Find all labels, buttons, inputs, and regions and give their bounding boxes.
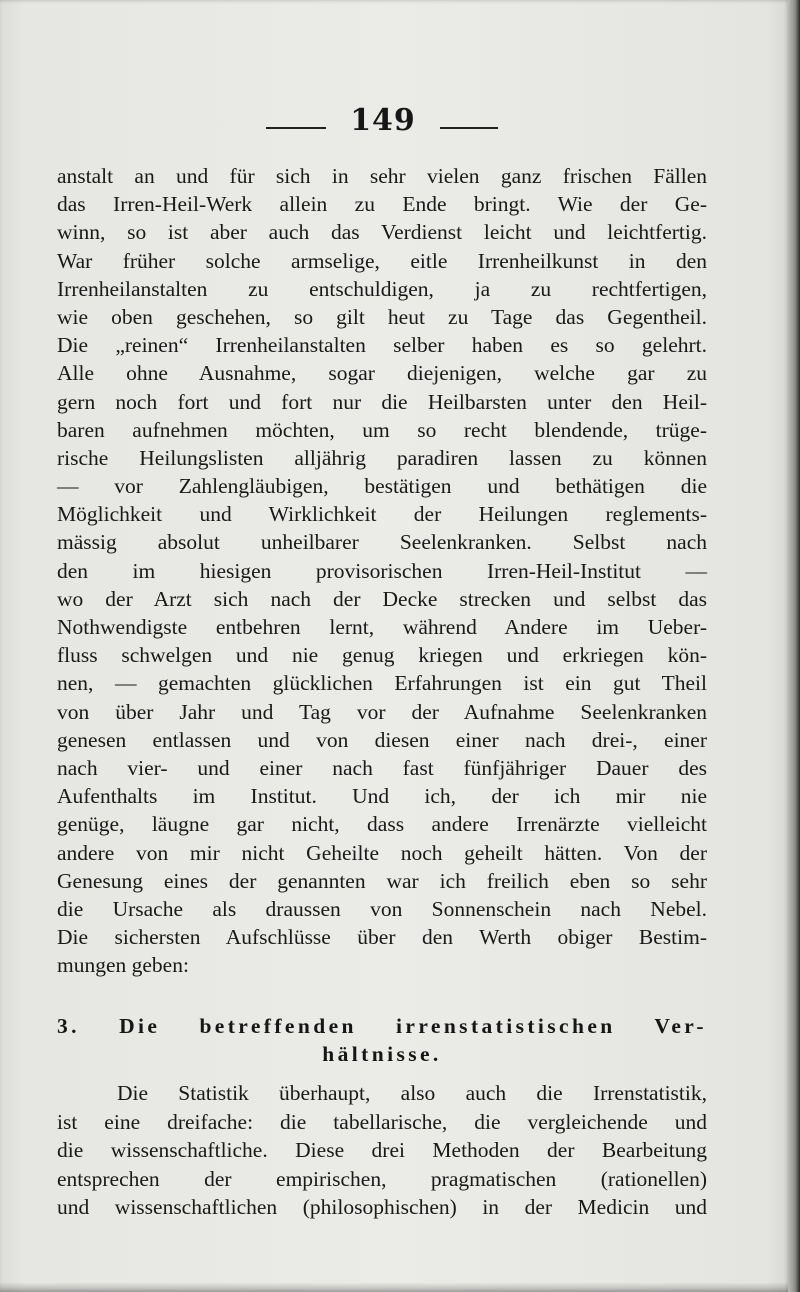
text-line: Die „reinen“ Irrenheilanstalten selber haben es so gelehrt. [57,333,707,358]
text-line: Die Statistik überhaupt, also auch die Irrenstatistik, [117,1081,707,1105]
page-gutter-edge [788,0,800,1292]
section-heading-line-2: hältnisse. [322,1042,442,1066]
text-line: wie oben geschehen, so gilt heut zu Tage das Gegentheil. [57,304,707,329]
text-line: winn, so ist aber auch das Verdienst leicht und leichtfertig. [57,220,707,245]
text-line: Möglichkeit und Wirklichkeit der Heilungen reglements- [57,502,707,527]
text-line: rische Heilungslisten alljährig paradiren lassen zu können [57,445,707,470]
text-line: mässig absolut unheilbarer Seelenkranken. Selbst nach [57,530,707,555]
section-heading [57,1012,707,1068]
text-line: die Ursache als draussen von Sonnenschein nach Nebel. [57,896,707,921]
text-line: das Irren-Heil-Werk allein zu Ende bringt. Wie der Ge- [57,192,707,217]
section-heading-line-1 [57,1012,707,1040]
text-line: Genesung eines der genannten war ich freilich eben so sehr [57,868,707,893]
header-rule-right [440,127,498,129]
text-line: nach vier- und einer nach fast fünfjähriger Dauer des [57,755,707,780]
text-line: gern noch fort und fort nur die Heilbarsten unter den Heil- [57,389,707,414]
text-line: Die sichersten Aufschlüsse über den Werth obiger Bestim- [57,925,707,950]
text-line: Aufenthalts im Institut. Und ich, der ich mir nie [57,784,707,809]
text-line: War früher solche armselige, eitle Irrenheilkunst in den [57,248,707,273]
text-line: Nothwendigste entbehren lernt, während Andere im Ueber- [57,615,707,639]
text-line: nen, — gemachten glücklichen Erfahrungen ist ein gut Theil [57,671,707,696]
text-line: Alle ohne Ausnahme, sogar diejenigen, welche gar zu [57,361,707,386]
text-line: genüge, läugne gar nicht, dass andere Irrenärzte vielleicht [57,812,707,837]
header-rule-left [266,127,326,129]
text-line: anstalt an und für sich in sehr vielen ganz frischen Fällen [57,164,707,188]
text-line: den im hiesigen provisorischen Irren-Heil-Institut — [57,558,707,583]
page-header [0,103,790,143]
text-line: mungen geben: [57,953,189,978]
text-line: wo der Arzt sich nach der Decke strecken und selbst das [57,586,707,611]
text-line: andere von mir nicht Geheilte noch geheilt hätten. Von der [57,840,707,865]
paragraph-2 [57,1079,707,1222]
section-number: 3. [57,1014,80,1038]
text-line: und wissenschaftlichen (philosophischen) in der Medicin und [57,1195,707,1219]
text-line: von über Jahr und Tag vor der Aufnahme Seelenkranken [57,699,707,724]
text-line: entsprechen der empirischen, pragmatischen (rationellen) [57,1166,707,1191]
paragraph-1 [57,162,707,979]
page-number: 149 [350,103,416,138]
text-line: genesen entlassen und von diesen einer nach drei-, einer [57,727,707,752]
text-line: die wissenschaftliche. Diese drei Methoden der Bearbeitung [57,1138,707,1162]
text-line: baren aufnehmen möchten, um so recht blendende, trüge- [57,417,707,442]
page-bottom-shadow [0,1282,800,1292]
text-line: ist eine dreifache: die tabellarische, die vergleichende und [57,1109,707,1134]
section-title-part-1: Die betreffenden irrenstatistischen Ver- [119,1014,707,1038]
text-line: fluss schwelgen und nie genug kriegen und erkriegen kön- [57,643,707,668]
text-line: — vor Zahlengläubigen, bestätigen und bethätigen die [57,474,707,499]
text-line: Irrenheilanstalten zu entschuldigen, ja zu rechtfertigen, [57,276,707,301]
